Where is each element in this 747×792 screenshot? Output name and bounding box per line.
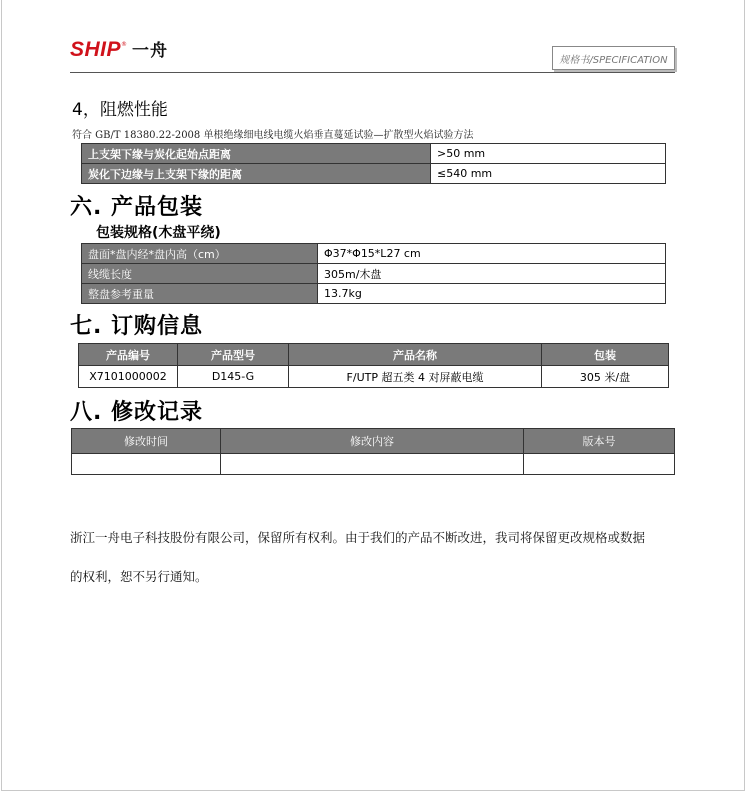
flame-value: >50 mm — [431, 144, 666, 164]
column-header: 产品编号 — [79, 344, 178, 366]
table-row — [82, 244, 666, 264]
table-cell: 305 米/盘 — [542, 366, 669, 388]
table-row — [82, 264, 666, 284]
table-cell — [524, 454, 675, 475]
order-heading: 七. 订购信息 — [70, 314, 204, 339]
order-table — [78, 343, 669, 388]
table-row — [82, 144, 666, 164]
table-cell — [72, 454, 221, 475]
column-header: 修改时间 — [72, 429, 221, 454]
packaging-table — [81, 243, 666, 304]
column-header: 产品型号 — [178, 344, 289, 366]
logo-chinese-text: 一舟 — [132, 41, 169, 61]
revision-heading: 八. 修改记录 — [70, 400, 204, 425]
packaging-subheading: 包装规格(木盘平绕) — [96, 225, 221, 241]
flame-value: ≤540 mm — [431, 164, 666, 184]
table-cell: D145-G — [178, 366, 289, 388]
packaging-value: 13.7kg — [318, 284, 666, 304]
packaging-value: Φ37*Φ15*L27 cm — [318, 244, 666, 264]
table-header-row — [79, 344, 669, 366]
flame-table — [81, 143, 666, 184]
footer-line-2: 的权利，恕不另行通知。 — [70, 569, 208, 584]
header-divider — [70, 72, 675, 73]
packaging-label: 整盘参考重量 — [82, 284, 318, 304]
revision-table — [71, 428, 675, 475]
flame-label: 炭化下边缘与上支架下缘的距离 — [82, 164, 431, 184]
column-header: 包装 — [542, 344, 669, 366]
registered-mark: ® — [121, 41, 128, 48]
packaging-heading: 六. 产品包装 — [70, 195, 204, 220]
packaging-label: 线缆长度 — [82, 264, 318, 284]
footer-line-1: 浙江一舟电子科技股份有限公司，保留所有权利。由于我们的产品不断改进，我司将保留更改规格或数据 — [70, 530, 646, 545]
table-cell: X7101000002 — [79, 366, 178, 388]
table-cell: F/UTP 超五类 4 对屏蔽电缆 — [289, 366, 542, 388]
table-row — [82, 284, 666, 304]
logo-brand-text: SHIP — [70, 38, 122, 61]
table-cell — [221, 454, 524, 475]
flame-standard-text: 符合 GB/T 18380.22-2008 单根绝缘细电线电缆火焰垂直蔓延试验—扩散型火焰试验方法 — [72, 130, 474, 141]
column-header: 产品名称 — [289, 344, 542, 366]
table-row — [79, 366, 669, 388]
flame-section-title: 4，阻燃性能 — [72, 100, 168, 120]
column-header: 修改内容 — [221, 429, 524, 454]
specification-label: 规格书/SPECIFICATION — [552, 46, 675, 70]
company-logo — [70, 36, 168, 60]
packaging-label: 盘面*盘内经*盘内高（cm） — [82, 244, 318, 264]
table-row — [72, 454, 675, 475]
packaging-value: 305m/木盘 — [318, 264, 666, 284]
column-header: 版本号 — [524, 429, 675, 454]
table-row — [82, 164, 666, 184]
flame-label: 上支架下缘与炭化起始点距离 — [82, 144, 431, 164]
table-header-row — [72, 429, 675, 454]
